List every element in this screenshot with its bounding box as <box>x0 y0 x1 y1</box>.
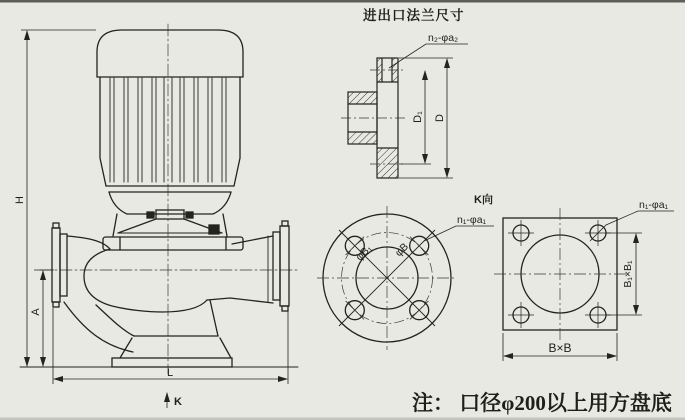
motor-body-right-edge <box>234 77 240 186</box>
pump-elevation-view <box>20 24 300 374</box>
bolt-circle-diameter-label: φB₁ <box>353 242 375 264</box>
motor-body-left-edge <box>100 77 106 186</box>
pump-top-plate <box>103 237 243 250</box>
motor-bottom-dome <box>109 192 231 214</box>
outer-diameter-label: φB <box>392 240 412 260</box>
round-holes-leader <box>424 226 494 241</box>
suction-flange <box>52 223 67 307</box>
flange-holes-label: n₂-φa₂ <box>428 32 459 44</box>
dim-label-A: A <box>30 308 42 316</box>
square-base-dimensions <box>503 233 642 361</box>
dim-label-B1xB1: B₁×B₁ <box>622 260 634 288</box>
flange-section-title: 进出口法兰尺寸 <box>363 8 465 23</box>
dim-label-D: D <box>434 114 446 122</box>
flange-holes-leader <box>389 44 468 68</box>
square-holes-label: n₁-φa₁ <box>639 199 669 211</box>
round-holes-label: n₁-φa₁ <box>457 214 487 226</box>
flange-cross-section <box>341 44 468 178</box>
dim-label-D1: D₁ <box>412 111 424 123</box>
footnote: 注： 口径φ200以上用方盘底 <box>412 391 672 415</box>
dim-label-L: L <box>166 367 174 379</box>
volute-casing <box>64 236 273 352</box>
k-view-title: K向 <box>474 194 493 206</box>
k-view-round-flange <box>317 206 494 350</box>
dim-label-H: H <box>14 196 26 204</box>
scan-edge-top <box>0 0 685 3</box>
motor-top-cap <box>97 30 243 77</box>
dim-label-BxB: B×B <box>548 341 572 355</box>
square-base-view <box>494 208 674 361</box>
view-direction-K-label: K <box>174 396 182 408</box>
discharge-flange <box>273 221 289 311</box>
